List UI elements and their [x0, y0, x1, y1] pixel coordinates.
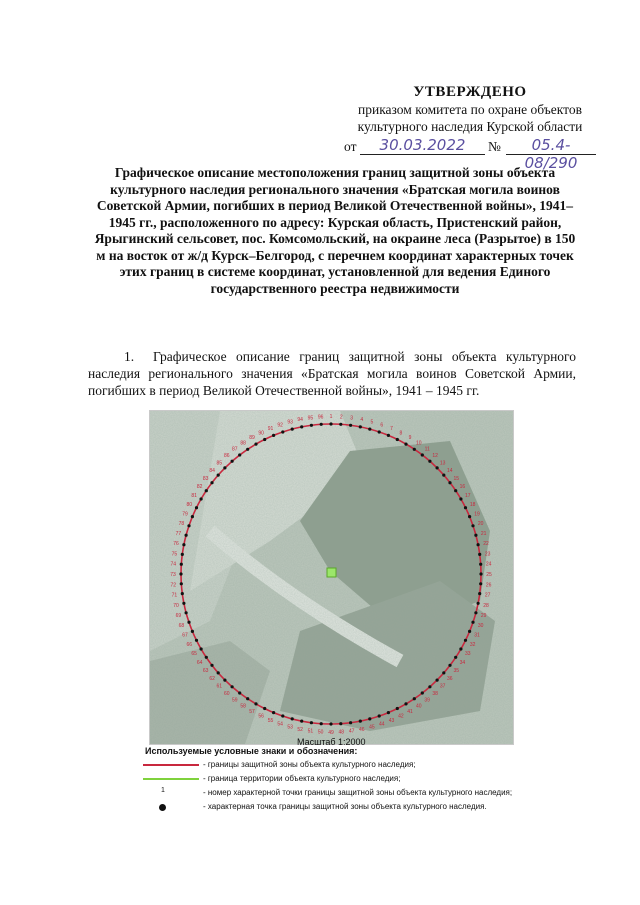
boundary-point-number: 69 [175, 612, 182, 619]
boundary-point-number: 58 [240, 703, 246, 710]
boundary-point-number: 86 [224, 453, 230, 460]
boundary-point [442, 474, 445, 477]
boundary-point [231, 460, 234, 463]
boundary-point [223, 466, 226, 469]
boundary-point-number: 41 [407, 708, 413, 715]
boundary-point [329, 722, 332, 725]
boundary-point [238, 453, 241, 456]
boundary-point [468, 630, 471, 633]
boundary-point-number: 80 [186, 502, 193, 509]
boundary-point [459, 647, 462, 650]
boundary-point-number: 81 [191, 493, 197, 499]
boundary-point-number: 11 [424, 446, 430, 453]
boundary-point [246, 697, 249, 700]
boundary-point [459, 497, 462, 500]
boundary-point [464, 639, 467, 642]
boundary-point-number: 17 [465, 493, 471, 499]
boundary-point-number: 20 [477, 521, 484, 528]
boundary-point-number: 64 [196, 659, 203, 666]
boundary-map [149, 410, 514, 745]
boundary-point-number: 74 [170, 561, 177, 568]
boundary-point [474, 534, 477, 537]
legend-row-boundary [143, 759, 523, 773]
legend-row-territory [143, 773, 523, 787]
boundary-point-number: 79 [182, 511, 188, 518]
boundary-point [387, 711, 390, 714]
dot-symbol [159, 804, 166, 811]
boundary-point-number: 60 [224, 690, 230, 697]
boundary-point-number: 62 [209, 676, 215, 683]
boundary-point-number: 3 [350, 415, 353, 422]
handwritten-number: 05.4-08/290 [506, 136, 596, 155]
boundary-point [191, 630, 194, 633]
boundary-point [185, 611, 188, 614]
boundary-point-number: 88 [240, 440, 246, 447]
boundary-point-number: 59 [232, 697, 238, 704]
boundary-point [359, 425, 362, 428]
boundary-point [477, 602, 480, 605]
boundary-point-number: 16 [459, 484, 466, 491]
boundary-point [404, 443, 407, 446]
boundary-point-number: 27 [484, 592, 491, 599]
boundary-point-number: 73 [170, 572, 176, 578]
boundary-point [471, 621, 474, 624]
boundary-point [182, 543, 185, 546]
boundary-point [479, 563, 482, 566]
boundary-point-number: 57 [249, 708, 255, 715]
boundary-point [320, 423, 323, 426]
boundary-point [378, 714, 381, 717]
boundary-point [368, 717, 371, 720]
boundary-point-number: 4 [360, 417, 364, 423]
boundary-point [205, 656, 208, 659]
boundary-point [368, 428, 371, 431]
section-paragraph [88, 348, 576, 399]
boundary-point-number: 24 [485, 561, 492, 568]
boundary-point [179, 572, 182, 575]
boundary-point [187, 524, 190, 527]
boundary-point [195, 506, 198, 509]
boundary-point-number: 13 [439, 460, 446, 467]
boundary-point-number: 15 [453, 475, 460, 482]
boundary-point-number: 25 [486, 572, 492, 578]
boundary-point [474, 611, 477, 614]
boundary-point-number: 10 [416, 440, 422, 447]
boundary-point [477, 543, 480, 546]
map-canvas [150, 411, 513, 744]
boundary-point [479, 572, 482, 575]
legend-text: - характерная точка границы защитной зоны объекта культурного наследия. [203, 802, 487, 811]
boundary-point-number: 93 [287, 419, 293, 426]
approval-line-2: культурного наследия Курской области [357, 119, 583, 134]
boundary-point-number: 66 [186, 641, 193, 648]
boundary-point-number: 61 [216, 683, 223, 690]
boundary-point-number: 42 [398, 713, 404, 720]
boundary-point-number: 51 [307, 728, 314, 735]
boundary-point-number: 70 [173, 602, 179, 609]
boundary-point [436, 466, 439, 469]
boundary-point [428, 460, 431, 463]
boundary-point-number: 9 [408, 435, 412, 442]
boundary-point-number: 95 [307, 415, 314, 422]
boundary-point-number: 50 [317, 729, 324, 736]
boundary-point-number: 52 [297, 727, 303, 733]
boundary-point-number: 37 [439, 683, 446, 690]
boundary-point-number: 8 [399, 430, 403, 437]
boundary-point-number: 85 [216, 460, 223, 467]
boundary-point [442, 671, 445, 674]
boundary-point-number: 54 [277, 721, 283, 728]
boundary-point [281, 430, 284, 433]
boundary-point [182, 602, 185, 605]
boundary-point [421, 453, 424, 456]
boundary-point-number: 45 [369, 724, 375, 731]
boundary-point [205, 489, 208, 492]
boundary-point [300, 720, 303, 723]
boundary-point [448, 481, 451, 484]
boundary-point-number: 84 [209, 467, 215, 474]
boundary-point [200, 497, 203, 500]
green-line-swatch [143, 778, 199, 780]
boundary-point [454, 656, 457, 659]
boundary-point-number: 40 [416, 703, 422, 710]
boundary-point-number: 91 [267, 426, 274, 432]
boundary-point-number: 56 [258, 713, 264, 720]
boundary-point-number: 33 [465, 651, 471, 657]
boundary-point [300, 425, 303, 428]
boundary-point-number: 89 [249, 435, 255, 442]
boundary-point [329, 422, 332, 425]
boundary-point [180, 563, 183, 566]
boundary-point-number: 72 [170, 582, 177, 589]
boundary-point-number: 94 [297, 417, 303, 423]
boundary-point-number: 43 [388, 718, 395, 724]
boundary-point-number: 23 [484, 551, 491, 558]
boundary-point [210, 664, 213, 667]
boundary-point-number: 63 [202, 668, 209, 675]
boundary-point [263, 438, 266, 441]
approval-line-1: приказом комитета по охране объектов [358, 102, 582, 117]
boundary-point-number: 65 [191, 651, 197, 657]
boundary-point-number: 22 [483, 541, 489, 548]
boundary-point-number: 53 [287, 724, 293, 731]
boundary-point-number: 38 [432, 690, 438, 697]
boundary-point-number: 55 [267, 718, 274, 724]
boundary-point [413, 697, 416, 700]
legend-text: - номер характерной точки границы защитной зоны объекта культурного наследия; [203, 788, 513, 797]
boundary-point [339, 423, 342, 426]
boundary-point [231, 685, 234, 688]
boundary-point [223, 679, 226, 682]
boundary-point [396, 438, 399, 441]
boundary-point [181, 553, 184, 556]
boundary-point [254, 443, 257, 446]
number-label: № [488, 139, 501, 154]
boundary-point [272, 434, 275, 437]
boundary-point-number: 83 [202, 475, 209, 482]
boundary-point-number: 28 [483, 602, 489, 609]
boundary-point-number: 68 [178, 622, 185, 629]
boundary-point-number: 1 [329, 414, 333, 420]
boundary-point [396, 707, 399, 710]
boundary-point [180, 582, 183, 585]
boundary-point [378, 430, 381, 433]
boundary-point-number: 7 [390, 426, 393, 432]
boundary-point [195, 639, 198, 642]
boundary-point-number: 47 [348, 728, 355, 735]
legend-row-number [143, 787, 523, 801]
boundary-point-number: 39 [424, 697, 430, 704]
map-scale: Масштаб 1:2000 [297, 737, 366, 747]
boundary-point-number: 34 [459, 659, 466, 666]
boundary-point [263, 707, 266, 710]
boundary-point [387, 434, 390, 437]
boundary-point [272, 711, 275, 714]
boundary-point-number: 31 [474, 632, 480, 639]
red-line-swatch [143, 764, 199, 766]
boundary-point [291, 717, 294, 720]
approval-title: УТВЕРЖДЕНО [413, 84, 527, 100]
approval-signature-line [320, 136, 620, 172]
boundary-point-number: 2 [339, 414, 343, 421]
boundary-point-number: 14 [447, 467, 453, 474]
boundary-point-number: 32 [469, 641, 476, 648]
boundary-point [238, 691, 241, 694]
boundary-point [200, 647, 203, 650]
boundary-point-number: 75 [171, 551, 178, 558]
approval-block [320, 84, 620, 172]
legend-row-dot [143, 801, 523, 815]
handwritten-date: 30.03.2022 [360, 136, 485, 155]
boundary-point [478, 592, 481, 595]
boundary-point [448, 664, 451, 667]
number-symbol: 1 [161, 787, 165, 794]
legend-title: Используемые условные знаки и обозначения: [145, 746, 358, 756]
boundary-point-number: 6 [380, 422, 384, 429]
boundary-point [349, 424, 352, 427]
boundary-point [320, 722, 323, 725]
boundary-point-number: 46 [359, 727, 365, 733]
boundary-point-number: 12 [432, 453, 438, 460]
boundary-point-number: 48 [338, 729, 345, 736]
boundary-point [291, 428, 294, 431]
boundary-point [339, 722, 342, 725]
boundary-point-number: 49 [328, 730, 334, 736]
boundary-point [217, 671, 220, 674]
boundary-point [454, 489, 457, 492]
boundary-point [187, 621, 190, 624]
boundary-point-number: 26 [485, 582, 492, 589]
boundary-point [349, 721, 352, 724]
boundary-point [468, 515, 471, 518]
boundary-point-number: 87 [232, 446, 238, 453]
boundary-point-number: 5 [370, 419, 374, 426]
boundary-point-number: 67 [182, 632, 188, 639]
boundary-point [254, 702, 257, 705]
boundary-point [478, 553, 481, 556]
boundary-point [421, 691, 424, 694]
boundary-point [436, 679, 439, 682]
boundary-point-number: 82 [196, 484, 203, 491]
boundary-point-number: 35 [453, 668, 460, 675]
boundary-point [471, 524, 474, 527]
boundary-point [310, 424, 313, 427]
map-legend [143, 746, 523, 815]
boundary-point [464, 506, 467, 509]
boundary-point-number: 77 [175, 531, 182, 538]
boundary-point-number: 78 [178, 521, 185, 528]
boundary-point [210, 481, 213, 484]
boundary-point-number: 30 [477, 622, 484, 629]
boundary-point [246, 448, 249, 451]
boundary-point [181, 592, 184, 595]
boundary-point-number: 21 [480, 531, 487, 538]
boundary-point-number: 71 [171, 592, 178, 599]
section-number: 1. [124, 349, 135, 364]
ot-label: от [344, 139, 357, 154]
legend-text: - граница территории объекта культурного наследия; [203, 774, 401, 783]
boundary-point [191, 515, 194, 518]
boundary-point [428, 685, 431, 688]
boundary-point-number: 76 [173, 541, 179, 548]
boundary-point [413, 448, 416, 451]
boundary-point [185, 534, 188, 537]
boundary-point-number: 19 [474, 511, 480, 518]
boundary-point-number: 29 [480, 612, 487, 619]
object-territory [327, 568, 336, 577]
boundary-point [479, 582, 482, 585]
boundary-point-number: 96 [317, 414, 324, 421]
boundary-point [281, 714, 284, 717]
boundary-point-number: 44 [379, 721, 385, 728]
document-heading: Графическое описание местоположения границ защитной зоны объекта культурного наследия регионального значения «Братская могила воинов Советской Армии, погибших в период Великой Отечественной войны», 1941–1945 гг., расположенного по адресу: Курская область, Пристенский район, Ярыгинский сельсовет, пос. Комсомольский, на окраине леса (Разрытое) в 150 м на восток от ж/д Курск–Белгород, с перечнем координат характерных точек этих границ в системе координат, установленной для ведения Единого государственного реестра недвижимости [94, 165, 576, 296]
boundary-point [359, 720, 362, 723]
legend-text: - границы защитной зоны объекта культурного наследия; [203, 760, 416, 769]
boundary-point-number: 18 [469, 502, 476, 509]
section-text: Графическое описание границ защитной зоны объекта культурного наследия регионального значения «Братская могила воинов Советской Армии, погибших в период Великой Отечественной войны», 1941 – 1945 гг. [88, 349, 576, 398]
boundary-point-number: 92 [277, 422, 283, 429]
boundary-point-number: 36 [447, 676, 453, 683]
boundary-point [217, 474, 220, 477]
boundary-point [310, 721, 313, 724]
boundary-point-number: 90 [258, 430, 264, 437]
boundary-point [404, 702, 407, 705]
